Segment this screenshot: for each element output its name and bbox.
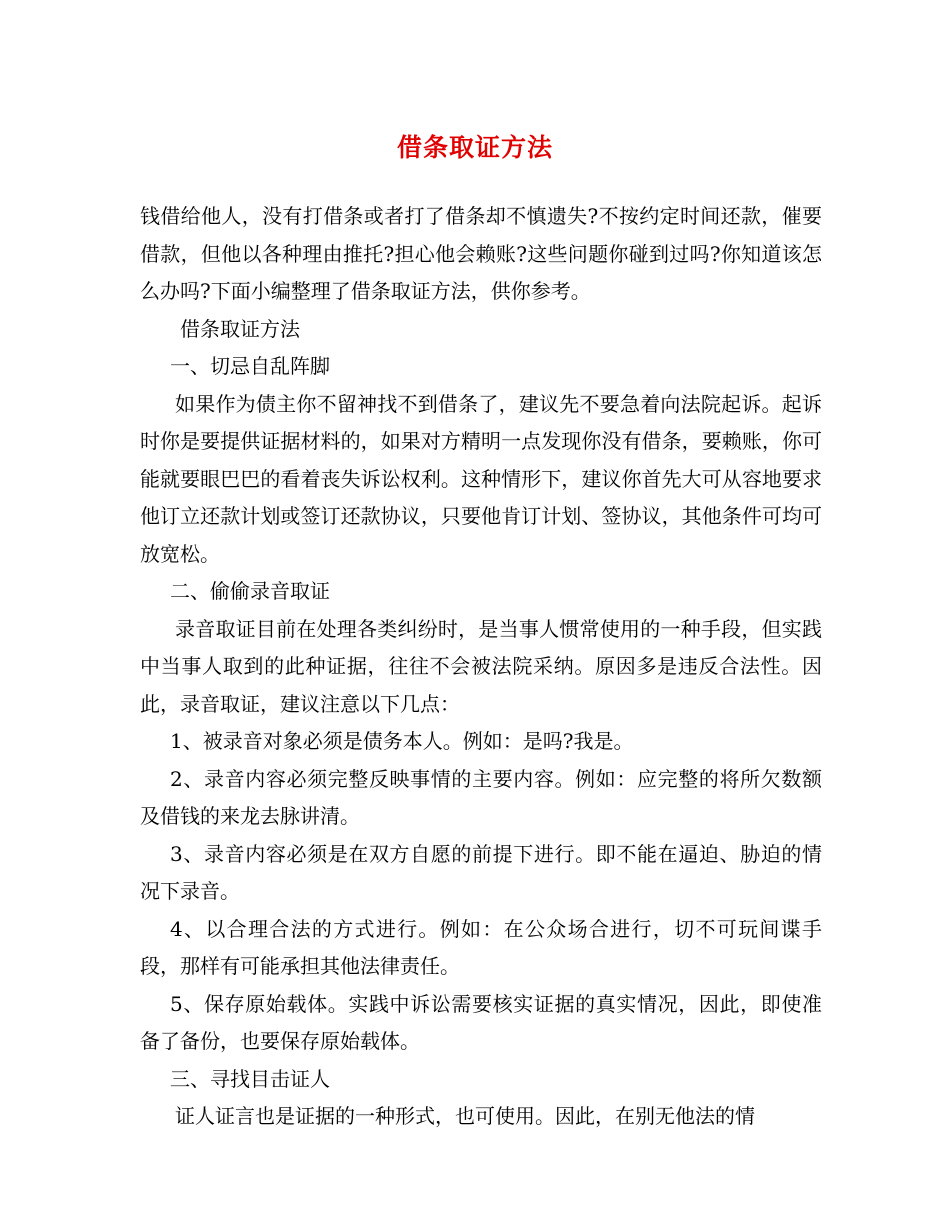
list-item-4: 4、以合理合法的方式进行。例如：在公众场合进行，切不可玩间谍手段，那样有可能承担其他法律责任。 (140, 916, 822, 978)
list-item-5: 5、保存原始载体。实践中诉讼需要核实证据的真实情况，因此，即使准备了备份，也要保存原始载体。 (140, 991, 822, 1053)
section-1-paragraph: 如果作为债主你不留神找不到借条了，建议先不要急着向法院起诉。起诉时你是要提供证据材料的，如果对方精明一点发现你没有借条，要赖账，你可能就要眼巴巴的看着丧失诉讼权利。这种情形下，建议你首先大可从容地要求他订立还款计划或签订还款协议，只要他肯订计划、签协议，其他条件可均可放宽松。 (140, 391, 822, 566)
list-item-3: 3、录音内容必须是在双方自愿的前提下进行。即不能在逼迫、胁迫的情况下录音。 (140, 841, 822, 903)
document-title: 借条取证方法 (396, 133, 553, 162)
document-body (140, 198, 822, 1136)
section-heading-3: 三、寻找目击证人 (170, 1066, 330, 1091)
intro-paragraph: 钱借给他人，没有打借条或者打了借条却不慎遗失?不按约定时间还款，催要借款，但他以各种理由推托?担心他会赖账?这些问题你碰到过吗?你知道该怎么办吗?下面小编整理了借条取证方法，供你参考。 (140, 204, 822, 303)
section-heading-1: 一、切忌自乱阵脚 (170, 354, 330, 378)
list-item-1: 1、被录音对象必须是债务本人。例如：是吗?我是。 (170, 729, 634, 753)
list-item-2: 2、录音内容必须完整反映事情的主要内容。例如：应完整的将所欠数额及借钱的来龙去脉讲清。 (140, 766, 822, 828)
section-3-paragraph: 证人证言也是证据的一种形式，也可使用。因此，在别无他法的情 (175, 1104, 755, 1128)
section-heading-methods: 借条取证方法 (180, 316, 300, 341)
section-heading-2: 二、偷偷录音取证 (170, 579, 330, 603)
section-2-paragraph: 录音取证目前在处理各类纠纷时，是当事人惯常使用的一种手段，但实践中当事人取到的此种证据，往往不会被法院采纳。原因多是违反合法性。因此，录音取证，建议注意以下几点： (140, 616, 822, 716)
